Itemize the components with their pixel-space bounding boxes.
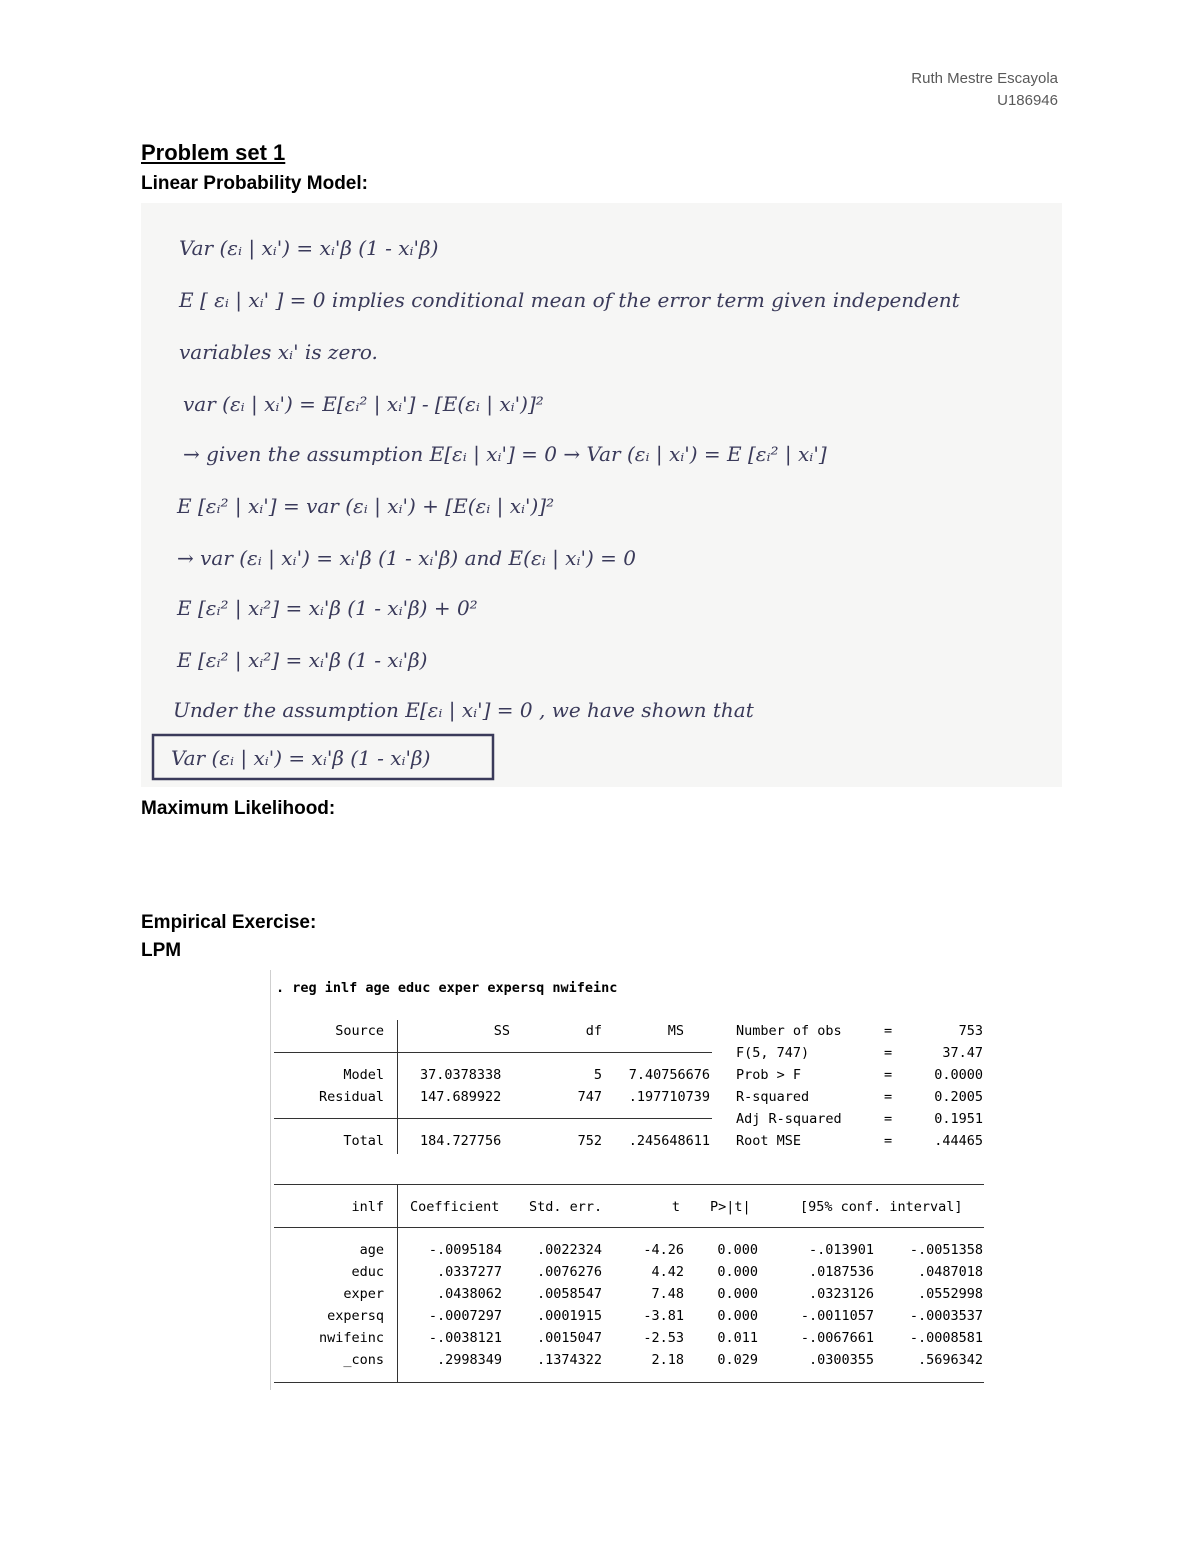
coef-t: 2.18: [651, 1352, 684, 1368]
anova-header: MS: [667, 1023, 684, 1039]
anova-header: Source: [335, 1023, 384, 1039]
stata-command: . reg inlf age educ exper expersq nwifeinc: [276, 980, 618, 996]
handwritten-derivation-image: [141, 203, 1062, 787]
stat-eq: =: [884, 1045, 893, 1061]
stat-eq: =: [884, 1023, 893, 1039]
hw-line: variables xᵢ' is zero.: [179, 340, 378, 364]
stat-label: Adj R-squared: [736, 1111, 842, 1127]
anova-ss: 147.689922: [420, 1089, 502, 1105]
stat-value: 37.47: [942, 1045, 983, 1061]
coef-ci-high: -.0008581: [909, 1330, 983, 1346]
stat-value: .44465: [934, 1133, 983, 1149]
hw-line: var (εᵢ | xᵢ') = E[εᵢ² | xᵢ'] - [E(εᵢ | xᵢ')]²: [183, 392, 544, 416]
lpm-subheading: LPM: [141, 940, 182, 961]
hw-line: Under the assumption E[εᵢ | xᵢ'] = 0 , we have shown that: [173, 698, 754, 722]
coef-se: .0076276: [536, 1264, 602, 1280]
coef-ci-low: .0300355: [808, 1352, 874, 1368]
stat-value: 0.1951: [934, 1111, 983, 1127]
coef-var: age: [359, 1242, 384, 1258]
coef-ci-high: -.0003537: [909, 1308, 983, 1324]
anova-source: Residual: [318, 1089, 384, 1105]
coef-var: _cons: [343, 1352, 384, 1368]
coef-se: .0058547: [536, 1286, 602, 1302]
anova-source: Total: [343, 1133, 384, 1149]
coef-value: -.0095184: [428, 1242, 502, 1258]
anova-ms: 7.40756676: [628, 1067, 710, 1083]
anova-source: Model: [343, 1067, 384, 1083]
coef-value: .0438062: [436, 1286, 502, 1302]
coef-p: 0.000: [717, 1308, 758, 1324]
anova-ms: .197710739: [628, 1089, 710, 1105]
coef-t: -2.53: [643, 1330, 684, 1346]
anova-ss: 37.0378338: [420, 1067, 502, 1083]
coef-value: .0337277: [436, 1264, 502, 1280]
coef-ci-high: .0487018: [917, 1264, 983, 1280]
coef-t: 4.42: [651, 1264, 684, 1280]
stat-eq: =: [884, 1089, 893, 1105]
coef-t: -4.26: [643, 1242, 684, 1258]
stat-value: 753: [958, 1023, 983, 1039]
coef-p: 0.029: [717, 1352, 758, 1368]
coef-ci-high: .5696342: [917, 1352, 983, 1368]
anova-ss: 184.727756: [420, 1133, 502, 1149]
ml-heading: Maximum Likelihood:: [141, 798, 336, 819]
coef-header: Std. err.: [529, 1199, 603, 1215]
coef-se: .0022324: [536, 1242, 602, 1258]
coef-header: t: [671, 1199, 680, 1215]
anova-ms: .245648611: [628, 1133, 710, 1149]
coef-p: 0.000: [717, 1242, 758, 1258]
coef-var: nwifeinc: [318, 1330, 384, 1346]
coef-ci-low: .0323126: [808, 1286, 874, 1302]
coef-p: 0.000: [717, 1264, 758, 1280]
stat-label: Root MSE: [736, 1133, 802, 1149]
stat-label: F(5, 747): [736, 1045, 810, 1061]
hw-boxed-result: Var (εᵢ | xᵢ') = xᵢ'β (1 - xᵢ'β): [171, 746, 431, 770]
coef-header: P>|t|: [710, 1199, 751, 1215]
coef-se: .1374322: [536, 1352, 602, 1368]
coef-t: 7.48: [651, 1286, 684, 1302]
hw-line: E [εᵢ² | xᵢ'] = var (εᵢ | xᵢ') + [E(εᵢ | xᵢ')]²: [177, 494, 555, 518]
handwritten-notes: [141, 203, 1062, 787]
hw-line: E [ εᵢ | xᵢ' ] = 0 implies conditional mean of the error term given independent: [179, 288, 960, 312]
page-title: Problem set 1: [141, 140, 286, 165]
coef-p: 0.000: [717, 1286, 758, 1302]
coef-ci-high: -.0051358: [909, 1242, 983, 1258]
stat-eq: =: [884, 1067, 893, 1083]
coef-ci-high: .0552998: [917, 1286, 983, 1302]
coef-header: inlf: [351, 1199, 384, 1215]
stat-value: 0.0000: [934, 1067, 983, 1083]
coef-header: Coefficient: [410, 1199, 500, 1215]
student-id: U186946: [997, 92, 1058, 109]
anova-header: SS: [493, 1023, 510, 1039]
empirical-heading: Empirical Exercise:: [141, 912, 317, 933]
anova-df: 5: [593, 1067, 602, 1083]
coef-se: .0001915: [536, 1308, 602, 1324]
anova-header: df: [585, 1023, 602, 1039]
author-name: Ruth Mestre Escayola: [911, 70, 1058, 87]
coef-ci-low: .0187536: [808, 1264, 874, 1280]
coef-var: expersq: [327, 1308, 384, 1324]
hw-line: E [εᵢ² | xᵢ²] = xᵢ'β (1 - xᵢ'β) + 0²: [177, 596, 478, 620]
coef-ci-low: -.013901: [808, 1242, 874, 1258]
coef-se: .0015047: [536, 1330, 602, 1346]
coef-t: -3.81: [643, 1308, 684, 1324]
coef-p: 0.011: [717, 1330, 758, 1346]
author-block: [911, 68, 1058, 112]
coef-value: -.0007297: [428, 1308, 502, 1324]
coef-var: educ: [351, 1264, 384, 1280]
stata-regression-output: [270, 970, 986, 1390]
coef-value: .2998349: [436, 1352, 502, 1368]
stat-value: 0.2005: [934, 1089, 983, 1105]
stat-eq: =: [884, 1111, 893, 1127]
stat-label: R-squared: [736, 1089, 810, 1105]
coef-ci-low: -.0067661: [800, 1330, 874, 1346]
hw-line: → given the assumption E[εᵢ | xᵢ'] = 0 → Var (εᵢ | xᵢ') = E [εᵢ² | xᵢ']: [183, 442, 827, 466]
stat-label: Prob > F: [736, 1067, 802, 1083]
coef-ci-low: -.0011057: [800, 1308, 874, 1324]
hw-line: Var (εᵢ | xᵢ') = xᵢ'β (1 - xᵢ'β): [179, 236, 439, 260]
coef-header: [95% conf. interval]: [800, 1199, 963, 1215]
coef-var: exper: [343, 1286, 384, 1302]
stat-eq: =: [884, 1133, 893, 1149]
coef-value: -.0038121: [428, 1330, 502, 1346]
lpm-heading: Linear Probability Model:: [141, 173, 368, 194]
anova-df: 752: [577, 1133, 602, 1149]
hw-line: E [εᵢ² | xᵢ²] = xᵢ'β (1 - xᵢ'β): [177, 648, 428, 672]
hw-line: → var (εᵢ | xᵢ') = xᵢ'β (1 - xᵢ'β) and E(εᵢ | xᵢ') = 0: [177, 546, 636, 570]
stat-label: Number of obs: [736, 1023, 842, 1039]
anova-df: 747: [577, 1089, 602, 1105]
